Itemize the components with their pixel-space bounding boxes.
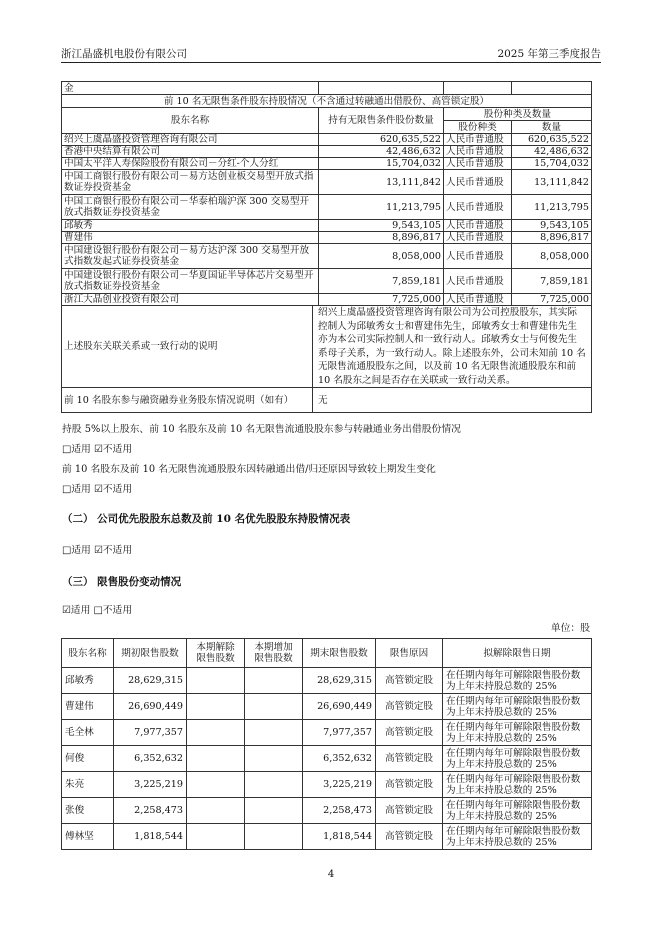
table-row: 何俊 6,352,632 6,352,632 高管锁定股 在任期内每年可解除限售股份数为上年末持股总数的 25% bbox=[62, 746, 592, 772]
col-header-name: 股东名称 bbox=[62, 108, 319, 134]
table-row: 中国工商银行股份有限公司－华泰柏瑞沪深 300 交易型开放式指数证券投资基金 11,213,795 人民币普通股 11,213,795 bbox=[62, 195, 592, 220]
col-header-qty: 持有无限售条件股份数量 bbox=[319, 108, 444, 134]
company-name: 浙江晶盛机电股份有限公司 bbox=[61, 48, 187, 60]
section-restricted-option: ☑适用 □不适用 bbox=[62, 605, 133, 616]
table-row: 曹建伟 26,690,449 26,690,449 高管锁定股 在任期内每年可解除限售股份数为上年末持股总数的 25% bbox=[62, 694, 592, 720]
restricted-shares-table bbox=[61, 638, 592, 850]
table-row: 香港中央结算有限公司 42,486,632 人民币普通股 42,486,632 bbox=[62, 146, 592, 158]
margin-row bbox=[62, 388, 592, 413]
table-row: 中国太平洋人寿保险股份有限公司－分红-个人分红 15,704,032 人民币普通股 15,704,032 bbox=[62, 158, 592, 170]
table-row: 邱敏秀 9,543,105 人民币普通股 9,543,105 bbox=[62, 220, 592, 232]
margin-text: 无 bbox=[313, 388, 592, 413]
top-row-label: 金 bbox=[62, 82, 319, 95]
col-header-amount: 数量 bbox=[512, 121, 592, 134]
section-restricted-title: （三） 限售股份变动情况 bbox=[62, 576, 182, 588]
col-header-type-group: 股份种类及数量 bbox=[444, 108, 592, 121]
report-title: 2025 年第三季度报告 bbox=[497, 48, 601, 60]
relation-text: 绍兴上虞晶盛投资管理咨询有限公司为公司控股股东，其实际控制人为邱敏秀女士和曹建伟先生，邱敏秀女士和曹建伟先生亦为本公司实际控制人和一致行动人。邱敏秀女士与何俊先生系母子关系，为一致行动人。除上述股东外，公司未知前 10 名无限售流通股股东之间，以及前 10 名无限售流通股股东和前 10 名股东之间是否存在关联或一致行动关系。 bbox=[313, 306, 592, 388]
note-change: 前 10 名股东及前 10 名无限售流通股股东因转融通出借/归还原因导致较上期发生变化 bbox=[62, 464, 436, 475]
table-header-row: 股东名称 期初限售股数 本期解除限售股数 本期增加限售股数 期末限售股数 限售原因 拟解除限售日期 bbox=[62, 639, 592, 668]
unit-label: 单位：股 bbox=[550, 623, 590, 634]
table-row: 中国工商银行股份有限公司－易方达创业板交易型开放式指数证券投资基金 13,111,842 人民币普通股 13,111,842 bbox=[62, 170, 592, 195]
table-row: 张俊 2,258,473 2,258,473 高管锁定股 在任期内每年可解除限售股份数为上年末持股总数的 25% bbox=[62, 798, 592, 824]
table-row: 邱敏秀 28,629,315 28,629,315 高管锁定股 在任期内每年可解除限售股份数为上年末持股总数的 25% bbox=[62, 668, 592, 694]
table-row: 浙江大晶创业投资有限公司 7,725,000 人民币普通股 7,725,000 bbox=[62, 294, 592, 306]
note-change-option: □适用 ☑不适用 bbox=[62, 484, 133, 495]
table-row: 朱亮 3,225,219 3,225,219 高管锁定股 在任期内每年可解除限售股份数为上年末持股总数的 25% bbox=[62, 772, 592, 798]
col-header-type: 股份种类 bbox=[444, 121, 512, 134]
section-preferred-title: （二） 公司优先股股东总数及前 10 名优先股股东持股情况表 bbox=[62, 513, 351, 525]
table-row: 中国建设银行股份有限公司－华夏国证半导体芯片交易型开放式指数证券投资基金 7,859,181 人民币普通股 7,859,181 bbox=[62, 269, 592, 294]
table-row: 傅林坚 1,818,544 1,818,544 高管锁定股 在任期内每年可解除限售股份数为上年末持股总数的 25% bbox=[62, 824, 592, 850]
holders-table-title: 前 10 名无限售条件股东持股情况（不含通过转融通出借股份、高管锁定股） bbox=[62, 95, 592, 108]
table-row: 曹建伟 8,896,817 人民币普通股 8,896,817 bbox=[62, 232, 592, 244]
page-number: 4 bbox=[327, 869, 335, 880]
table-row: 中国建设银行股份有限公司－易方达沪深 300 交易型开放式指数发起式证券投资基金 8,058,000 人民币普通股 8,058,000 bbox=[62, 244, 592, 269]
page-header bbox=[61, 46, 601, 63]
relation-label: 上述股东关联关系或一致行动的说明 bbox=[62, 306, 313, 388]
section-preferred-option: □适用 ☑不适用 bbox=[62, 545, 133, 556]
relation-row bbox=[62, 306, 592, 388]
holders-table bbox=[61, 81, 592, 413]
table-row: 毛全林 7,977,357 7,977,357 高管锁定股 在任期内每年可解除限售股份数为上年末持股总数的 25% bbox=[62, 720, 592, 746]
margin-label: 前 10 名股东参与融资融券业务股东情况说明（如有） bbox=[62, 388, 313, 413]
table-row: 绍兴上虞晶盛投资管理咨询有限公司 620,635,522 人民币普通股 620,635,522 bbox=[62, 134, 592, 146]
note-lending-option: □适用 ☑不适用 bbox=[62, 444, 133, 455]
note-lending: 持股 5%以上股东、前 10 名股东及前 10 名无限售流通股股东参与转融通业务出借股份情况 bbox=[62, 424, 461, 435]
